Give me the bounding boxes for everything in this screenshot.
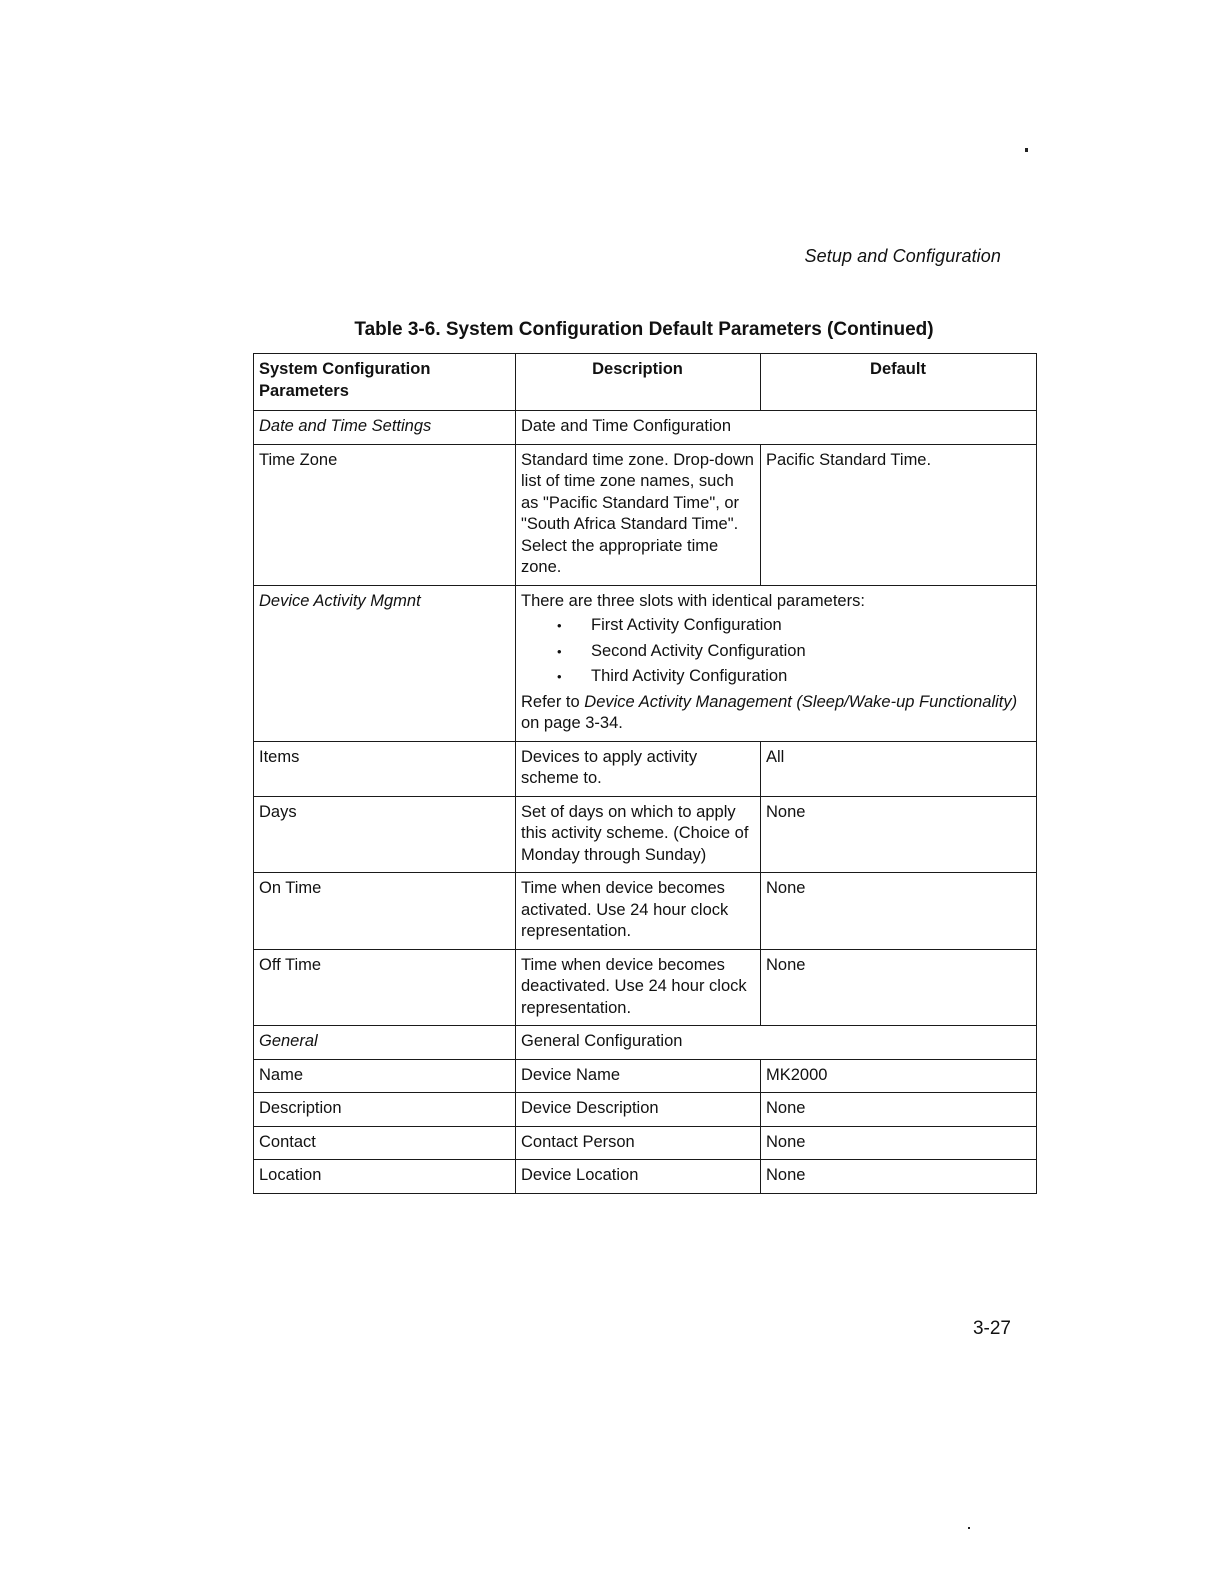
ref-prefix: Refer to [521, 692, 585, 711]
section-name: Device Activity Mgmnt [254, 585, 516, 741]
page-number: 3-27 [972, 1318, 1011, 1339]
section-description: Date and Time Configuration [516, 411, 1037, 445]
param-name: Contact [254, 1126, 516, 1160]
table-row [254, 741, 1037, 796]
scan-speck-bottom [968, 1527, 970, 1529]
column-header-parameters: System Configuration Parameters [254, 354, 516, 411]
table-row [254, 444, 1037, 585]
param-default: None [761, 1160, 1037, 1194]
section-row-general [254, 1026, 1037, 1060]
table-row [254, 1160, 1037, 1194]
param-description: Time when device becomes activated. Use 24 hour clock representation. [516, 873, 761, 950]
table-row [254, 1126, 1037, 1160]
ref-title: Device Activity Management (Sleep/Wake-up Functionality) [584, 692, 1018, 711]
slots-intro: There are three slots with identical parameters: [521, 591, 865, 610]
slots-list [521, 615, 1030, 688]
param-name: Time Zone [254, 444, 516, 585]
param-default: None [761, 873, 1037, 950]
list-item: • Third Activity Configuration [521, 666, 1030, 688]
table-header-row [254, 354, 1037, 411]
param-description: Device Description [516, 1093, 761, 1127]
section-description [516, 585, 1037, 741]
table-row [254, 949, 1037, 1026]
cross-reference [521, 692, 1030, 735]
param-description: Set of days on which to apply this activity scheme. (Choice of Monday through Sunday) [516, 796, 761, 873]
table-row [254, 1093, 1037, 1127]
section-name: General [254, 1026, 516, 1060]
param-name: On Time [254, 873, 516, 950]
list-item: • First Activity Configuration [521, 615, 1030, 637]
ref-suffix: on page 3-34. [521, 714, 623, 732]
param-default: All [761, 741, 1037, 796]
param-default: None [761, 949, 1037, 1026]
param-description: Standard time zone. Drop-down list of time zone names, such as "Pacific Standard Time", or "South Africa Standard Time". Select the appropriate time zone. [516, 444, 761, 585]
table-row [254, 796, 1037, 873]
running-header: Setup and Configuration [804, 246, 1001, 266]
param-name: Off Time [254, 949, 516, 1026]
param-description: Device Name [516, 1059, 761, 1093]
param-default: Pacific Standard Time. [761, 444, 1037, 585]
param-default: MK2000 [761, 1059, 1037, 1093]
param-description: Time when device becomes deactivated. Use 24 hour clock representation. [516, 949, 761, 1026]
param-description: Device Location [516, 1160, 761, 1194]
param-name: Days [254, 796, 516, 873]
column-header-description: Description [516, 354, 761, 411]
section-row-device-activity [254, 585, 1037, 741]
system-config-defaults-table [253, 353, 1037, 1194]
list-item: • Second Activity Configuration [521, 641, 1030, 663]
table-row [254, 873, 1037, 950]
section-row-date-time [254, 411, 1037, 445]
section-name: Date and Time Settings [254, 411, 516, 445]
param-name: Items [254, 741, 516, 796]
param-description: Contact Person [516, 1126, 761, 1160]
param-default: None [761, 796, 1037, 873]
table-title: Table 3-6. System Configuration Default Parameters (Continued) [354, 319, 934, 340]
param-default: None [761, 1126, 1037, 1160]
param-name: Location [254, 1160, 516, 1194]
param-default: None [761, 1093, 1037, 1127]
table-row [254, 1059, 1037, 1093]
section-description: General Configuration [516, 1026, 1037, 1060]
param-name: Name [254, 1059, 516, 1093]
scan-speck-top [1025, 148, 1028, 152]
param-description: Devices to apply activity scheme to. [516, 741, 761, 796]
param-name: Description [254, 1093, 516, 1127]
column-header-default: Default [761, 354, 1037, 411]
